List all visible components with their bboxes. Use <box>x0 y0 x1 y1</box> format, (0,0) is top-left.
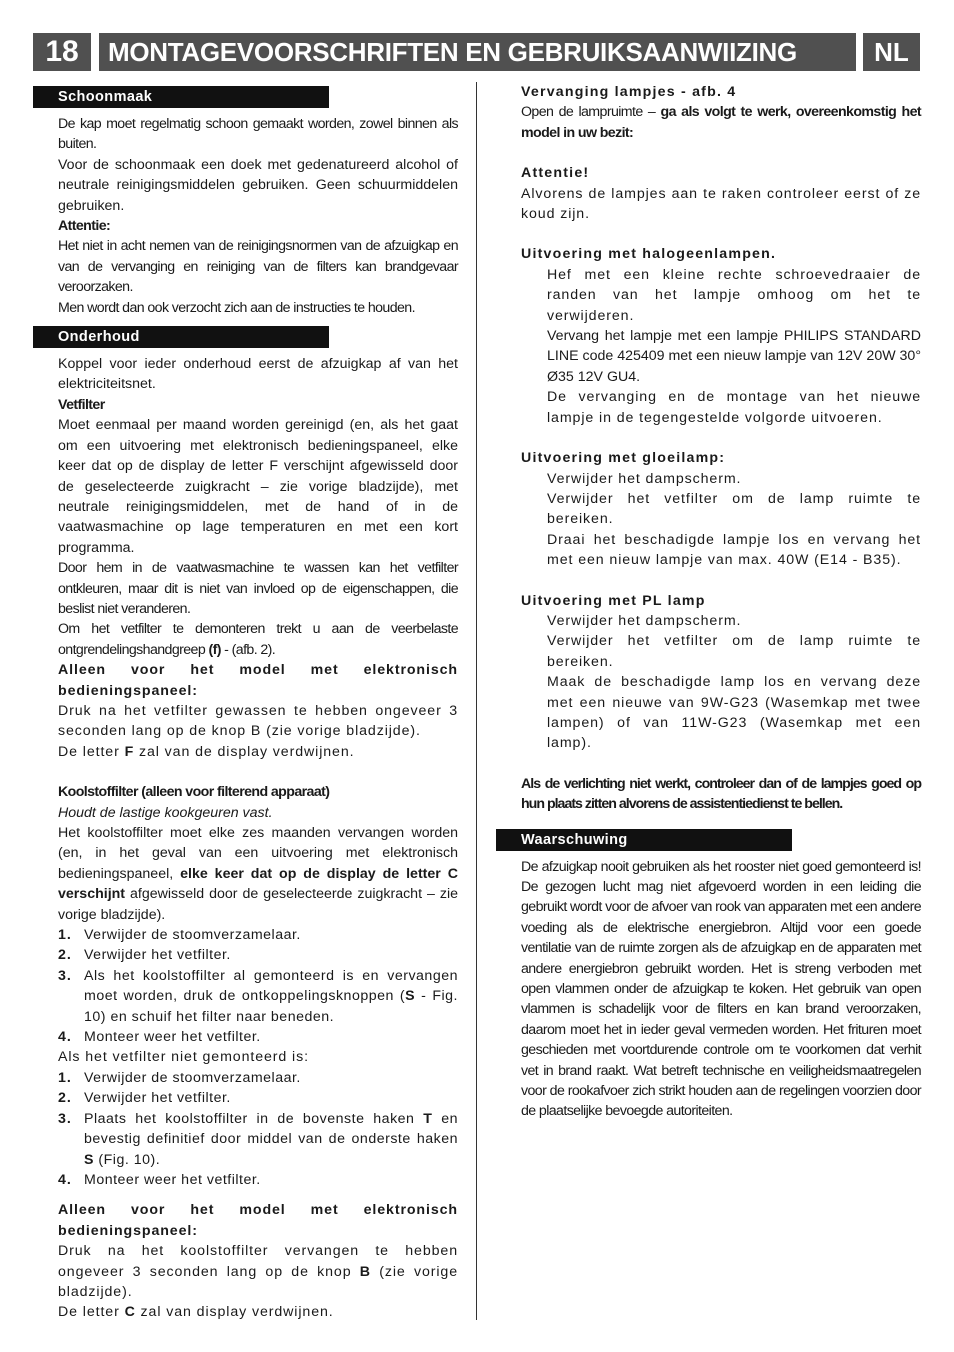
list-text: Monteer weer het vetfilter. <box>84 1171 261 1188</box>
paragraph: Draai het beschadigde lampje los en vervang het met een nieuw lampje van max. 40W (E14 - B35). <box>547 531 921 569</box>
list-number: 4. <box>58 1171 72 1188</box>
list-number: 3. <box>58 967 72 984</box>
text: (f) <box>208 641 221 658</box>
paragraph <box>496 102 921 143</box>
paragraph: Vervang het lampje met een lampje PHILIPS STANDARD LINE code 425409 met een nieuw lampje van 12V 20W 30° Ø35 12V GU4. <box>547 328 921 385</box>
paragraph: Verwijder het vetfilter om de lamp ruimte te bereiken. <box>547 490 921 528</box>
subtitle: Houdt de lastige kookgeuren vast. <box>58 804 273 821</box>
text: F <box>124 743 135 760</box>
text: S <box>405 988 416 1005</box>
paragraph <box>33 1241 458 1302</box>
section-heading-schoonmaak: Schoonmaak <box>33 86 329 108</box>
list-number: 3. <box>58 1110 72 1127</box>
list-number: 2. <box>58 947 72 964</box>
list-item <box>33 925 458 945</box>
paragraph: Alvorens de lampjes aan te raken controleer eerst of ze koud zijn. <box>521 185 921 223</box>
text: Als het koolstoffilter al gemonteerd is en vervangen moet worden, druk de ontkoppelingsknoppen ( <box>84 967 458 1005</box>
paragraph: Door hem in de vaatwasmachine te wassen kan het vetfilter ontkleuren, maar dit is niet van invloed op de eigenschappen, die beslist niet veranderen. <box>58 560 458 617</box>
text: - (afb. 2). <box>220 641 276 658</box>
list-item <box>33 1109 458 1170</box>
text: - Fig. 10) en schuif het filter naar beneden. <box>84 988 458 1025</box>
paragraph: Als het vetfilter niet gemonteerd is: <box>58 1049 309 1066</box>
text: De letter <box>58 743 125 760</box>
text: Open de lampruimte – <box>521 104 661 121</box>
language-badge: NL <box>863 33 920 71</box>
list-number: 2. <box>58 1090 72 1107</box>
list-item <box>33 1027 458 1047</box>
text: zal van de display verdwijnen. <box>134 743 355 760</box>
left-column <box>33 82 458 1323</box>
text: Plaats het koolstoffilter in de bovenste haken <box>84 1110 424 1127</box>
page-title: MONTAGEVOORSCHRIFTEN EN GEBRUIKSAANWIIZING <box>99 33 856 71</box>
heading-halogeen: Uitvoering met halogeenlampen. <box>521 246 777 263</box>
paragraph: Druk na het vetfilter gewassen te hebben ongeveer 3 seconden lang op de knop B (zie vorige bladzijde). <box>58 702 458 740</box>
list-number: 4. <box>58 1029 72 1046</box>
paragraph: Voor de schoonmaak een doek met gedenatureerd alcohol of neutrale reinigingsmiddelen gebruiken. Geen schuurmiddelen gebruiken. <box>58 156 458 214</box>
heading-vervanging: Vervanging lampjes - afb. 4 <box>521 84 737 100</box>
list-item <box>33 945 458 965</box>
paragraph: Verwijder het vetfilter om de lamp ruimte te bereiken. <box>547 633 921 670</box>
paragraph: Verwijder het dampscherm. <box>547 612 742 629</box>
text: S <box>84 1151 94 1168</box>
list-item <box>33 966 458 1027</box>
text: Het koolstoffilter moet elke zes maanden vervangen worden (en, in het geval van een uitvoering met elektronisch bedieningspaneel, <box>58 825 458 882</box>
text: T <box>423 1110 433 1127</box>
column-divider <box>476 82 477 1320</box>
list-item <box>33 1170 458 1190</box>
right-column <box>496 82 921 1122</box>
paragraph: Hef met een kleine rechte schroevedraaier de randen van het lampje omhoog om het te verwijderen. <box>547 266 921 324</box>
list-item <box>33 1088 458 1108</box>
text: C <box>124 1304 136 1321</box>
paragraph: De vervanging en de montage van het nieuwe lampje in de tegengestelde volgorde uitvoeren. <box>547 389 921 426</box>
list-text: Verwijder de stoomverzamelaar. <box>84 1069 301 1086</box>
text: (zie vorige bladzijde). <box>58 1263 458 1300</box>
text: zal van display verdwijnen. <box>135 1304 334 1321</box>
section-heading-onderhoud: Onderhoud <box>33 326 329 348</box>
paragraph: Men wordt dan ook verzocht zich aan de instructies te houden. <box>58 299 415 316</box>
paragraph: Koppel voor ieder onderhoud eerst de afzuigkap af van het elektriciteitsnet. <box>58 356 458 393</box>
paragraph <box>33 619 458 660</box>
text: en bevestig definitief door middel van de onderste haken <box>84 1110 458 1148</box>
list-text: Monteer weer het vetfilter. <box>84 1029 261 1046</box>
section-heading-waarschuwing: Waarschuwing <box>496 829 792 851</box>
paragraph <box>33 1302 458 1322</box>
list-number: 1. <box>58 927 72 944</box>
text: Om het vetfilter te demonteren trekt u aan de veerbelaste ontgrendelingshandgreep <box>58 621 458 658</box>
list-text: Verwijder het vetfilter. <box>84 947 231 964</box>
attentie-label: Attentie! <box>521 165 590 182</box>
paragraph: Moet eenmaal per maand worden gereinigd (en, als het gaat om een uitvoering met elektronisch bedieningspaneel, elke keer dat op de display de letter F verschijnt afgewisseld door de geselecteerde zuigkracht – zie vorige bladzijde), met neutrale reinigingsmiddelen, met de hand of in de vaatwasmachine op lage temperaturen en met een kort programma. <box>58 417 458 556</box>
list-item <box>33 1068 458 1088</box>
model-label: Alleen voor het model met elektronisch bedieningspaneel: <box>58 662 458 699</box>
text: De letter <box>58 1304 125 1321</box>
text: (Fig. 10). <box>93 1151 161 1168</box>
text: afgewisseld door de geselecteerde zuigkracht – zie vorige bladzijde). <box>58 886 458 923</box>
paragraph <box>33 742 458 762</box>
heading-gloeilamp: Uitvoering met gloeilamp: <box>521 450 726 467</box>
text: Druk na het koolstoffilter vervangen te hebben ongeveer 3 seconden lang op de knop <box>58 1243 458 1280</box>
list-text: Verwijder het vetfilter. <box>84 1090 231 1107</box>
attentie-label: Attentie: <box>58 218 111 235</box>
vetfilter-label: Vetfilter <box>58 396 105 413</box>
paragraph: Verwijder het dampscherm. <box>547 470 742 487</box>
list-number: 1. <box>58 1069 72 1086</box>
model-label: Alleen voor het model met elektronisch bedieningspaneel: <box>58 1202 458 1239</box>
paragraph: De afzuigkap nooit gebruiken als het rooster niet goed gemonteerd is! De gezogen lucht mag niet afgevoerd worden in een leiding die gebruikt wordt voor de afvoer van rook van apparaten met een andere voeding als de elektrische energiebron. Altijd voor een goede ventilatie van de ruimte zorgen als de afzuigkap en de apparaten met andere energiebron gebruikt worden. Het is streng verboden met open vlammen onder de afzuigkap te koken. Het gebruik van open vlammen is schadelijk voor de filters en kan brand veroorzaken, daarom moet het in ieder geval vermeden worden. Het frituren moet geschieden met voortdurende controle om te voorkomen dat verhit vet in brand raakt. Wat betreft technische en veiligheidsmaatregelen voor de rookafvoer zich strikt houden aan de regelingen voorzien door de plaatselijke bevoegde autoriteiten. <box>521 858 921 1120</box>
koolstoffilter-label: Koolstoffilter (alleen voor filterend apparaat) <box>58 784 330 801</box>
list-text <box>84 966 458 1027</box>
text: elke keer dat op de display de letter C verschijnt <box>58 865 458 903</box>
text: B <box>359 1263 371 1280</box>
heading-pl-lamp: Uitvoering met PL lamp <box>521 592 706 609</box>
list-text <box>84 1109 458 1170</box>
paragraph: Het niet in acht nemen van de reinigingsnormen van de afzuigkap en van de vervanging en reiniging van de filters kan brandgevaar veroorzaken. <box>58 238 458 296</box>
text: ga als volgt te werk, overeenkomstig het model in uw bezit: <box>521 104 922 141</box>
paragraph <box>33 823 458 925</box>
list-text: Verwijder de stoomverzamelaar. <box>84 927 301 944</box>
page-number: 18 <box>33 33 91 71</box>
paragraph: De kap moet regelmatig schoon gemaakt worden, zowel binnen als buiten. <box>58 116 458 153</box>
lighting-note: Als de verlichting niet werkt, controleer dan of de lampjes goed op hun plaats zitten alvorens de assistentiedienst te bellen. <box>521 775 921 813</box>
paragraph: Maak de beschadigde lamp los en vervang deze met een nieuwe van 9W-G23 (Wasemkap met twee lampen) of van 11W-G23 (Wasemkap met een lamp). <box>547 674 921 752</box>
